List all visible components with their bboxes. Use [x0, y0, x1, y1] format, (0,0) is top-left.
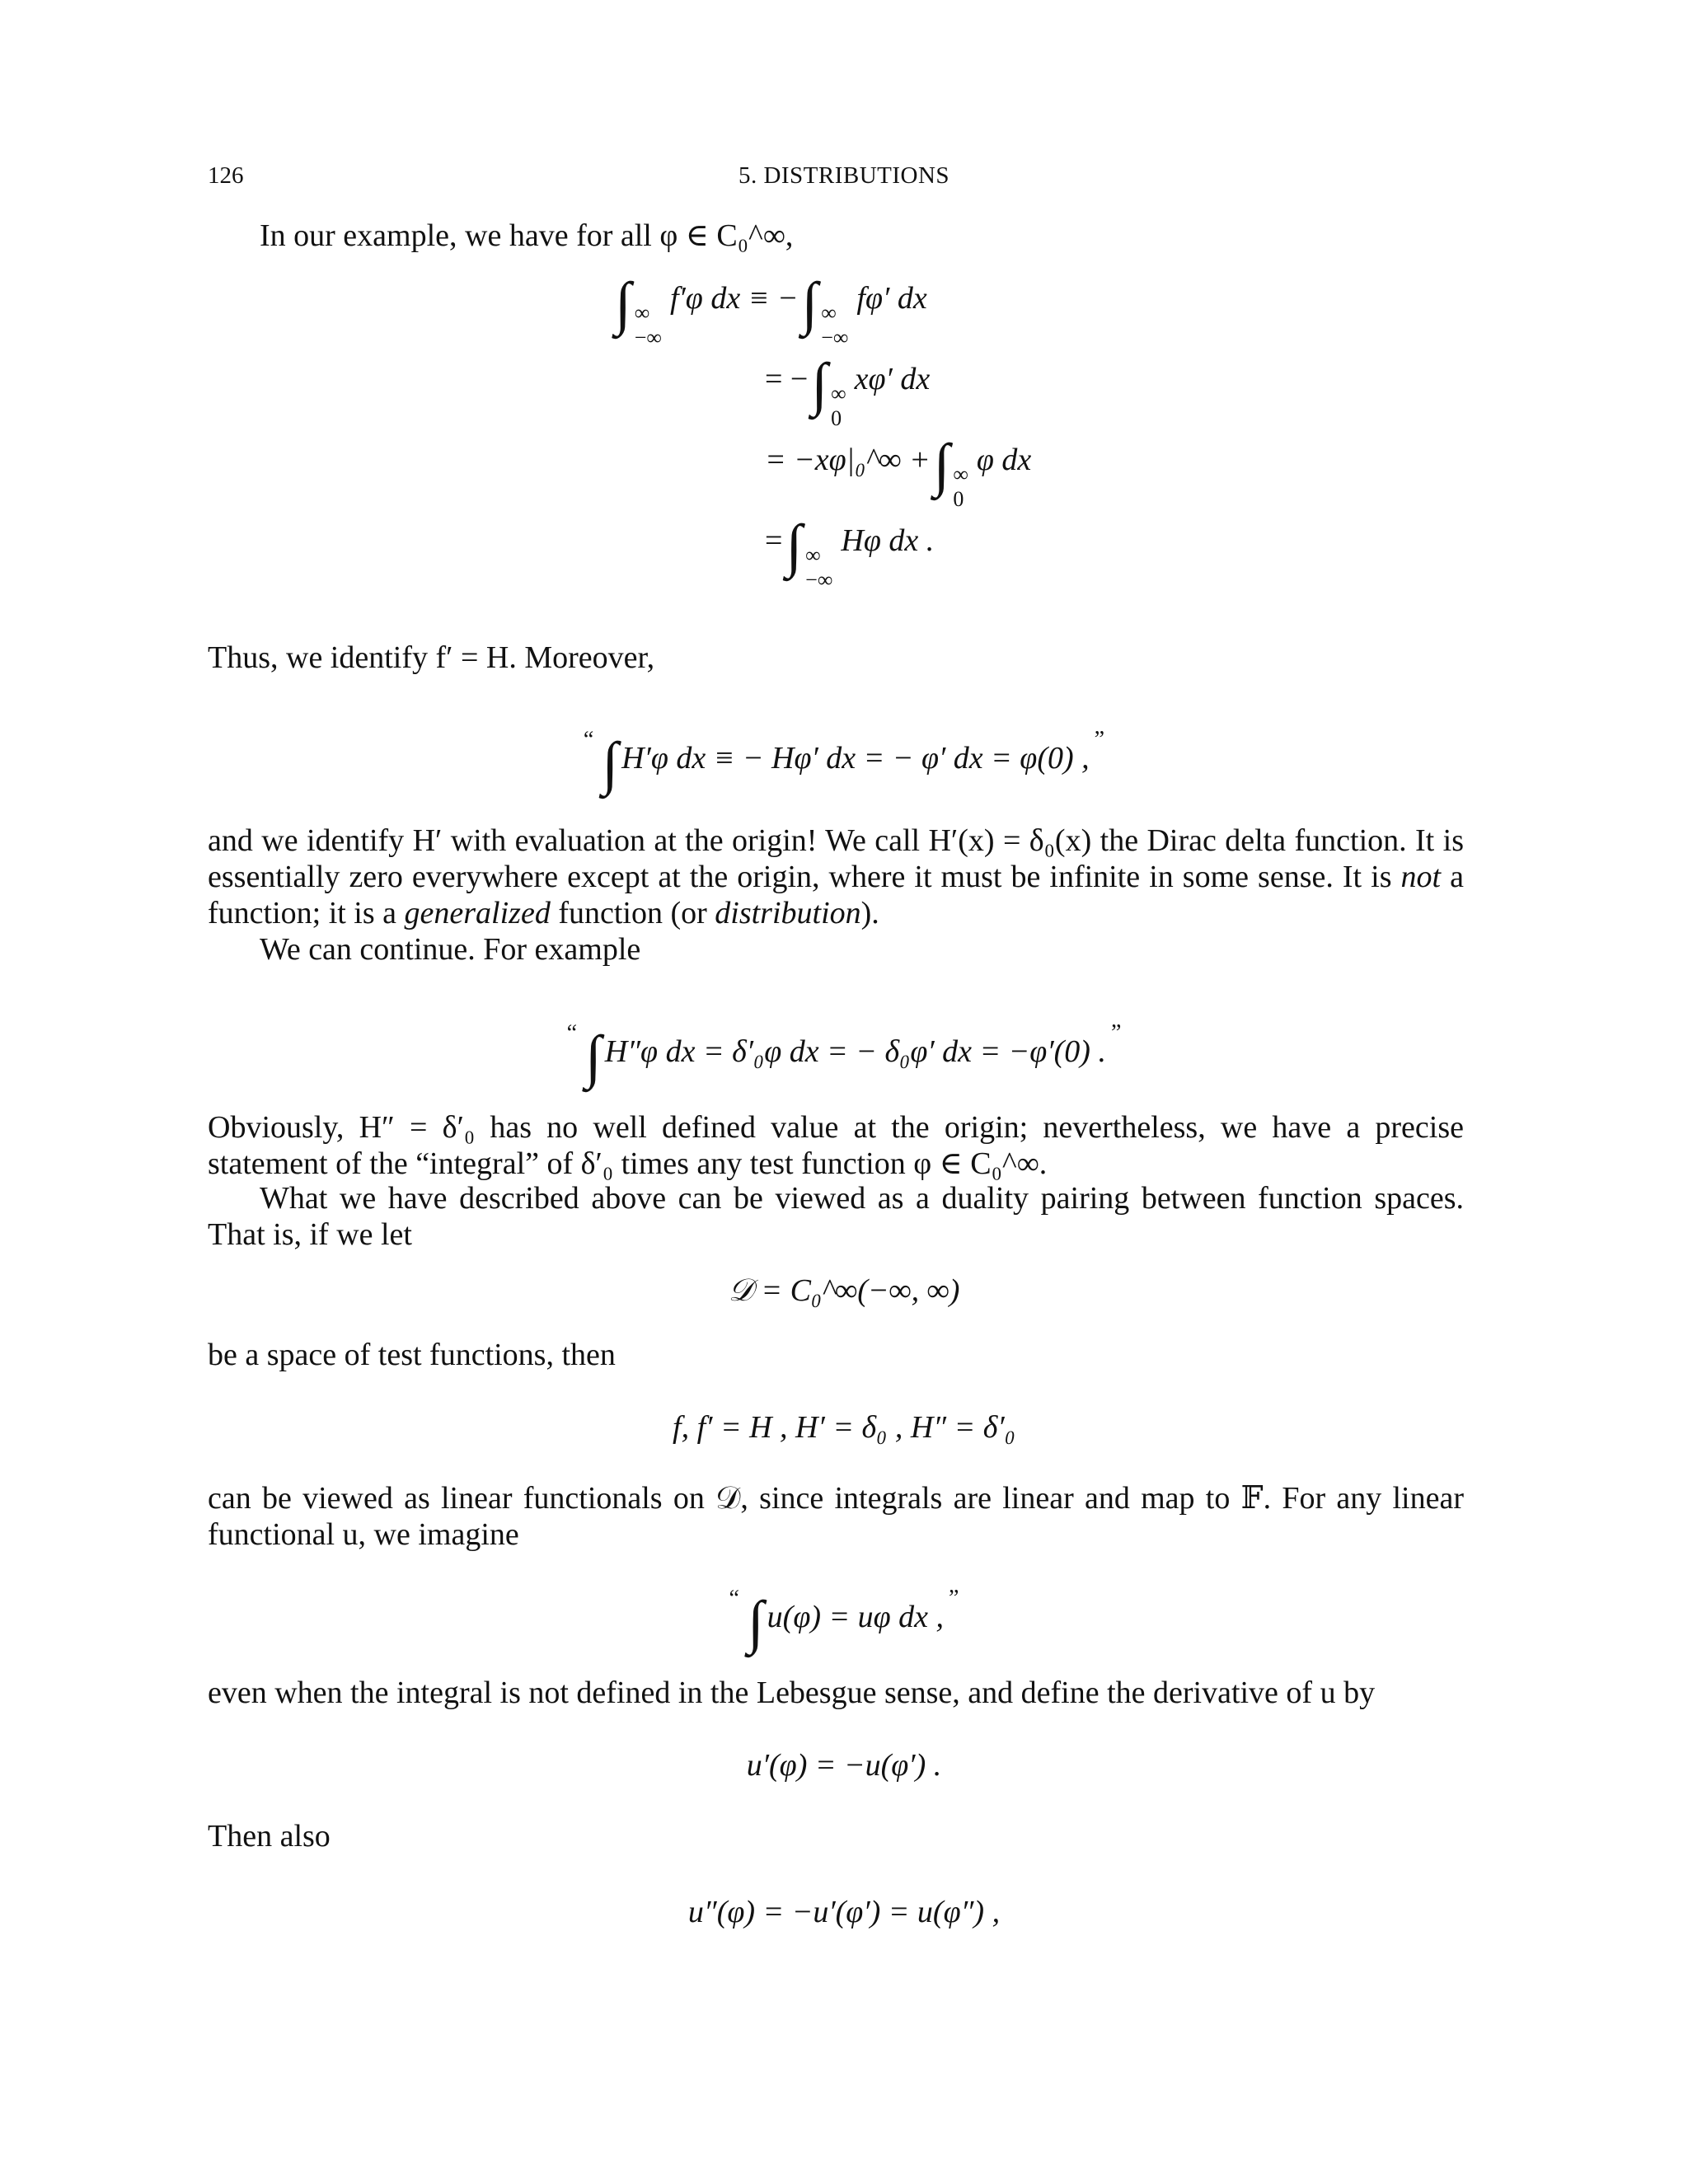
- paragraph-intro: In our example, we have for all φ ∈ C₀^∞,: [260, 218, 794, 253]
- paragraph-continue: We can continue. For example: [260, 932, 641, 967]
- equation-line-4: =∫ ∞ −∞ Hφ dx .: [765, 513, 935, 592]
- page-number: 126: [208, 162, 244, 189]
- equation-line-1: ∫ ∞ −∞ f′φ dx ≡ −∫ ∞ −∞ fφ′ dx: [615, 270, 927, 349]
- paragraph-linear-functionals: can be viewed as linear functionals on 𝒟, since integrals are linear and map to 𝔽. For any linear functional u, we imagine: [208, 1481, 1464, 1552]
- paragraph-then-also: Then also: [208, 1819, 331, 1854]
- equation-test-space: 𝒟 = C₀^∞(−∞, ∞): [728, 1273, 960, 1308]
- paragraph-dirac: and we identify H′ with evaluation at the origin! We call H′(x) = δ₀(x) the Dirac delta function. It is essentially zero everywhere except at the origin, where it must be infinite in some sense. It is not a function; it is a generalized function (or distribution).: [208, 823, 1464, 930]
- paragraph-identify: Thus, we identify f′ = H. Moreover,: [208, 640, 655, 675]
- equation-u-second-derivative: u″(φ) = −u′(φ′) = u(φ″) ,: [687, 1895, 1001, 1929]
- equation-functionals-list: f, f′ = H , H′ = δ₀ , H″ = δ′₀: [673, 1410, 1015, 1445]
- paragraph-duality: What we have described above can be viewed as a duality pairing between function spaces. That is, if we let: [208, 1181, 1464, 1252]
- equation-line-3: = −xφ|₀^∞ +∫ ∞ 0 φ dx: [765, 432, 1032, 511]
- equation-second-derivative: “ ∫ H″φ dx = δ′₀φ dx = − δ₀φ′ dx = −φ′(0) .”: [566, 1020, 1122, 1090]
- paragraph-lebesgue: even when the integral is not defined in the Lebesgue sense, and define the derivative of u by: [208, 1675, 1376, 1710]
- paragraph-test-functions: be a space of test functions, then: [208, 1338, 616, 1372]
- equation-line-2: = −∫ ∞ 0 xφ′ dx: [765, 351, 931, 430]
- equation-u-phi: “ ∫ u(φ) = uφ dx ,”: [729, 1586, 959, 1655]
- running-head: 5. DISTRIBUTIONS: [738, 162, 950, 189]
- paragraph-obviously: Obviously, H″ = δ′₀ has no well defined value at the origin; nevertheless, we have a precise statement of the “integral” of δ′₀ times any test function φ ∈ C₀^∞.: [208, 1110, 1464, 1181]
- equation-heaviside-derivative: “ ∫ H′φ dx ≡ − Hφ′ dx = − φ′ dx = φ(0) ,”: [583, 727, 1105, 796]
- equation-u-derivative: u′(φ) = −u(φ′) .: [746, 1748, 942, 1783]
